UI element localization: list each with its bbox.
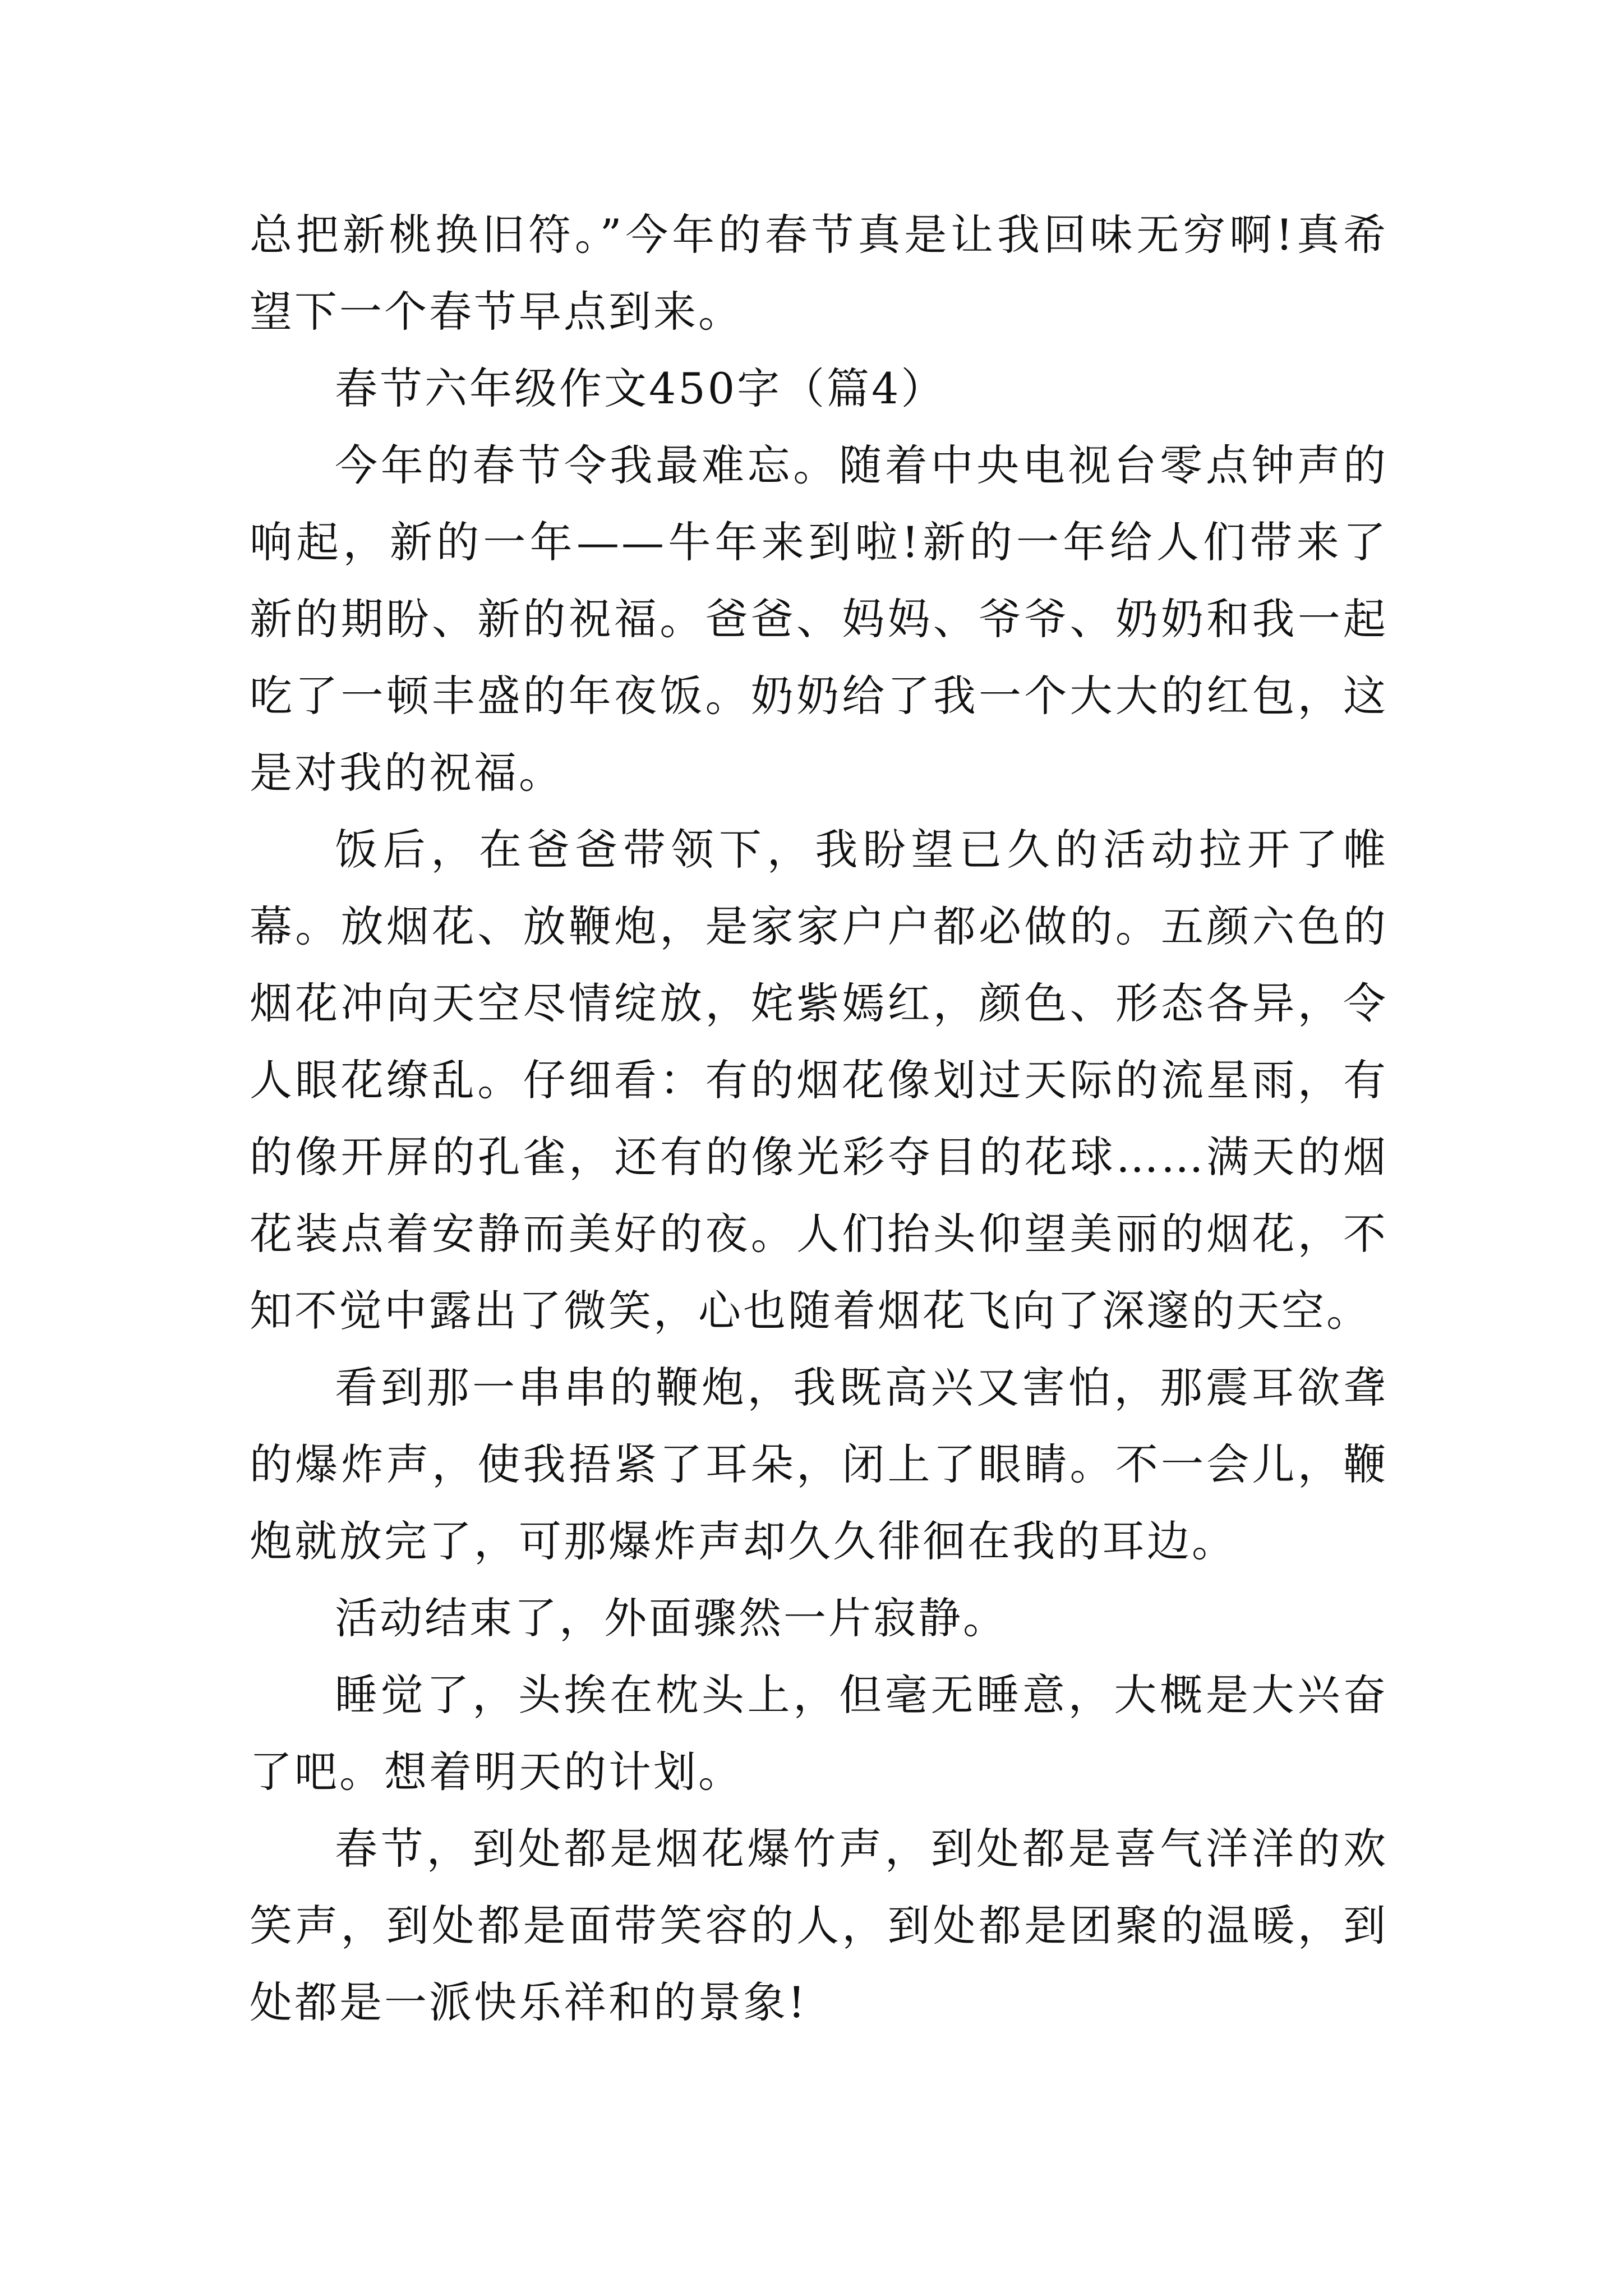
- essay-heading: 春节六年级作文450字（篇4）: [335, 364, 946, 413]
- continuation-paragraph: 总把新桃换旧符。”今年的春节真是让我回味无穷啊!真希望下一个春节早点到来。: [250, 210, 1388, 337]
- paragraph-1: 今年的春节令我最难忘。随着中央电视台零点钟声的响起，新的一年——牛年来到啦!新的一年给人们带来了新的期盼、新的祝福。爸爸、妈妈、爷爷、奶奶和我一起吃了一顿丰盛的年夜饭。奶奶给了我一个大大的红包，这是对我的祝福。: [250, 440, 1388, 798]
- paragraph-4: 活动结束了，外面骤然一片寂静。: [335, 1593, 1008, 1643]
- essay-text: [250, 196, 1388, 2041]
- paragraph-5: 睡觉了，头挨在枕头上，但毫无睡意，大概是大兴奋了吧。想着明天的计划。: [250, 1670, 1388, 1797]
- paragraph-2: 饭后，在爸爸带领下，我盼望已久的活动拉开了帷幕。放烟花、放鞭炮，是家家户户都必做的。五颜六色的烟花冲向天空尽情绽放，姹紫嫣红，颜色、形态各异，令人眼花缭乱。仔细看：有的烟花像划过天际的流星雨，有的像开屏的孔雀，还有的像光彩夺目的花球……满天的烟花装点着安静而美好的夜。人们抬头仰望美丽的烟花，不知不觉中露出了微笑，心也随着烟花飞向了深邃的天空。: [250, 825, 1388, 1336]
- paragraph-6: 春节，到处都是烟花爆竹声，到处都是喜气洋洋的欢笑声，到处都是面带笑容的人，到处都是团聚的温暖，到处都是一派快乐祥和的景象!: [250, 1824, 1388, 2027]
- paragraph-3: 看到那一串串的鞭炮，我既高兴又害怕，那震耳欲聋的爆炸声，使我捂紧了耳朵，闭上了眼睛。不一会儿，鞭炮就放完了，可那爆炸声却久久徘徊在我的耳边。: [250, 1363, 1388, 1566]
